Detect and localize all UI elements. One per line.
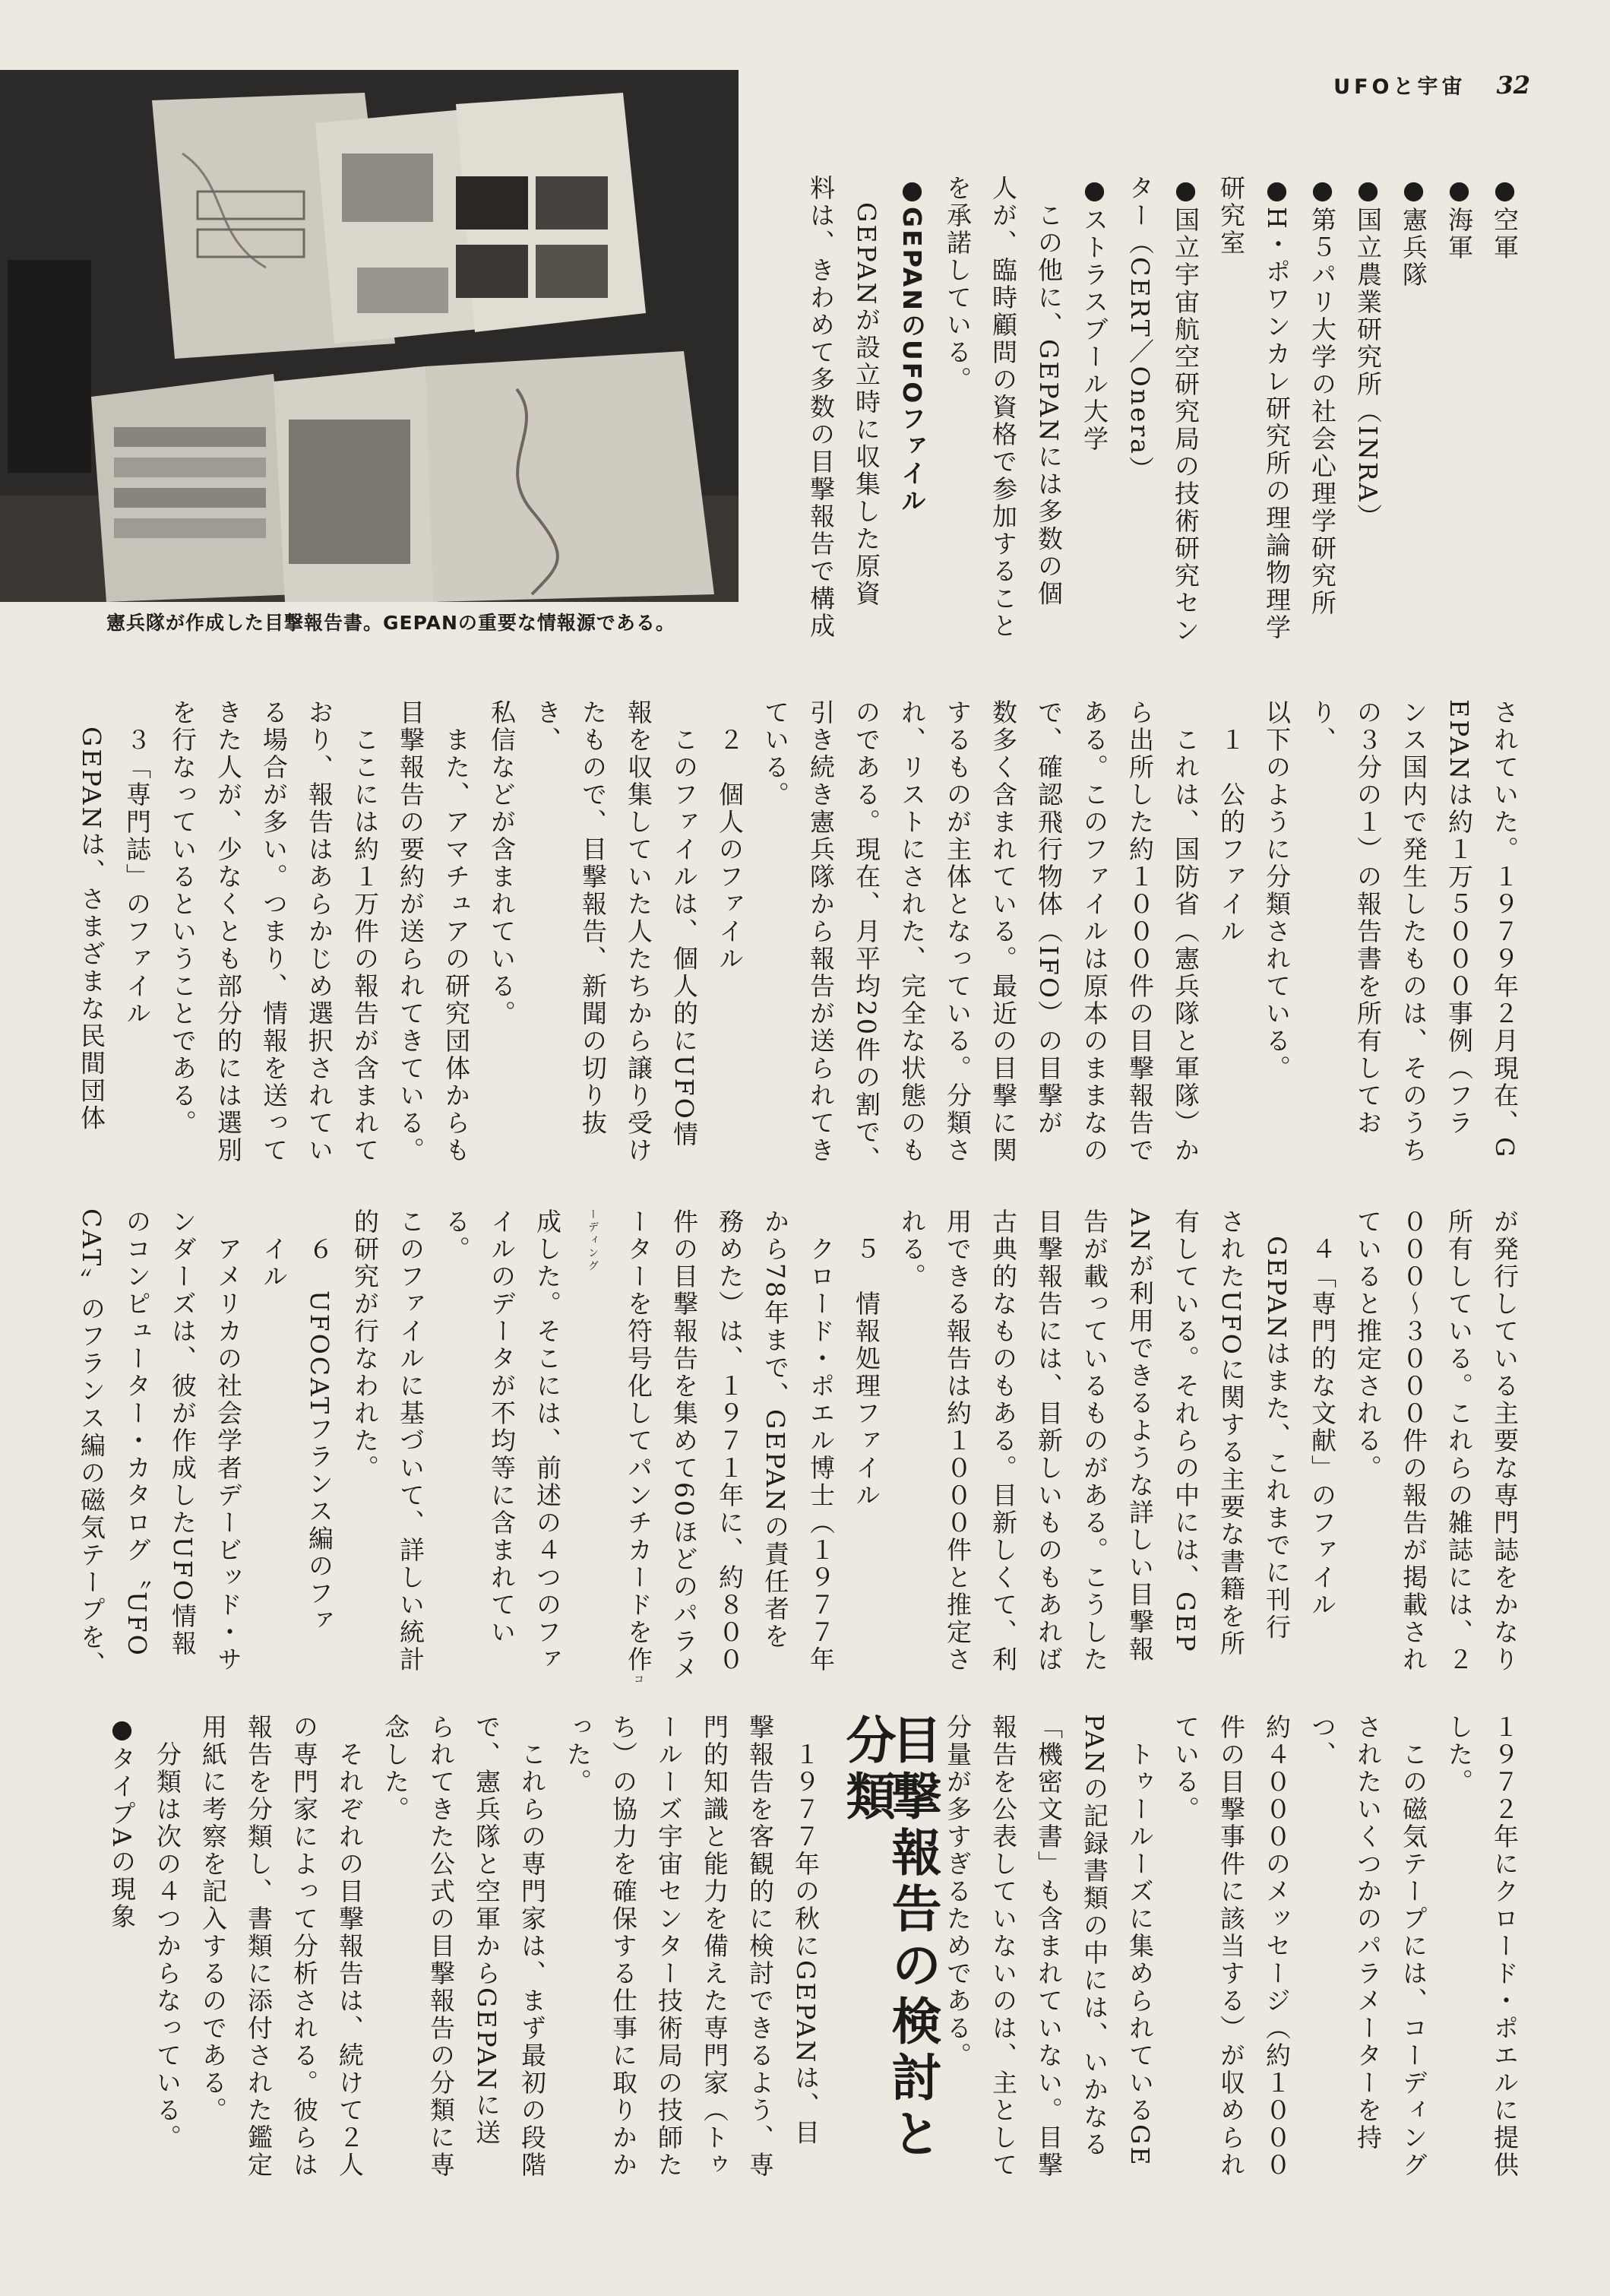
text-line: を行なっているということである。 — [168, 699, 198, 1137]
text-line: されていた。１９７９年２月現在、G — [1490, 699, 1520, 1160]
text-line: した。 — [1444, 1714, 1474, 1796]
text-line: ●H・ポワンカレ研究所の理論物理学 — [1262, 175, 1292, 641]
text-line: ●国立農業研究所（INRA） — [1353, 175, 1383, 531]
text-line: 報を収集していた人たちから譲り受け — [624, 699, 653, 1164]
text-line: 所有している。これらの雑誌には、２ — [1444, 1208, 1474, 1674]
text-line: 有している。それらの中には、GEP — [1171, 1208, 1200, 1654]
text-line: これは、国防省（憲兵隊と軍隊）か — [1171, 699, 1200, 1164]
text-line: アメリカの社会学者デービッド・サ — [214, 1208, 243, 1674]
text-line: するものが主体となっている。分類さ — [943, 699, 973, 1164]
text-line: CAT〟のフランス編の磁気テープを、 — [77, 1208, 106, 1679]
text-line: 告が載っているものがある。こうした — [1080, 1208, 1109, 1674]
text-line: ６ UFOCATフランス編のファ — [305, 1208, 334, 1636]
text-line: ている。 — [761, 699, 790, 809]
text-line: る場合が多い。つまり、情報を送って — [259, 699, 289, 1164]
page-header — [1333, 70, 1530, 100]
photo-reports — [0, 70, 739, 602]
text-line: イルのデータが不均等に含まれている。 — [441, 1208, 517, 1646]
text-line-with-ruby — [570, 1208, 661, 1695]
text-line: 用できる報告は約１０００件と推定さ — [943, 1208, 973, 1674]
text-line: 数多く含まれている。最近の目撃に関 — [988, 699, 1018, 1164]
text-line: 約４０００のメッセージ（約１０００ — [1262, 1714, 1292, 2179]
text-band-1 — [752, 175, 1527, 661]
text-line: これらの専門家は、まず最初の段階 — [517, 1714, 547, 2179]
text-line: 以下のように分類されている。 — [1262, 699, 1292, 1082]
text-line: を承諾している。 — [943, 175, 973, 394]
text-line: れる。 — [897, 1208, 927, 1291]
text-line: ●憲兵隊 — [1399, 175, 1428, 289]
text-line: れ、リストにされた、完全な状態のも — [897, 699, 927, 1164]
text-line: イル — [259, 1208, 289, 1291]
text-line: 目撃報告の要約が送られてきている。 — [396, 699, 425, 1164]
text-line: おり、報告はあらかじめ選択されてい — [305, 699, 334, 1164]
text-line: のである。現在、月平均20件の割で、 — [852, 699, 881, 1173]
ruby-annotation: コーディング — [587, 1208, 644, 1686]
text-line: 撃報告を客観的に検討できるよう、専 — [745, 1714, 775, 2179]
text-line: このファイルに基づいて、詳しい統計 — [396, 1208, 425, 1674]
text-line: ンダーズは、彼が作成したUFO情報 — [168, 1208, 198, 1658]
text-line: PANの記録書類の中には、いかなる — [1080, 1714, 1109, 2158]
text-line: ある。このファイルは原本のままなの — [1080, 699, 1109, 1164]
text-line: ●海軍 — [1444, 175, 1474, 261]
ruby-line-text: ーターを符号化してパンチカードを作 — [624, 1208, 653, 1674]
text-line: 古典的なものもある。目新しくて、利 — [988, 1208, 1018, 1674]
text-line: 報告を公表していないのは、主として — [988, 1714, 1018, 2179]
text-line: EPANは約１万５０００事例（フラ — [1444, 699, 1474, 1137]
text-line: 用紙に考察を記入するのである。 — [198, 1714, 228, 2124]
text-line: ３「専門誌」のファイル — [122, 699, 152, 1028]
text-line: たもので、目撃報告、新聞の切り抜き、 — [533, 699, 608, 1137]
text-line: ●第５パリ大学の社会心理学研究所 — [1308, 175, 1337, 617]
text-line: から78年まで、GEPANの責任者を — [761, 1208, 790, 1651]
text-line: ●タイプAの現象 — [107, 1714, 137, 1930]
text-line: で、確認飛行物体（IFO）の目撃が — [1034, 699, 1064, 1137]
section-title: 目撃報告の検討と分類 — [837, 1714, 941, 2164]
text-line: 目撃報告には、目新しいものもあれば — [1034, 1208, 1064, 1674]
text-band-2 — [77, 699, 1527, 1186]
text-line: ２ 個人のファイル — [715, 699, 745, 973]
running-title: UFOと宇宙 — [1333, 75, 1466, 99]
text-line: きた人が、少なくとも部分的には選別 — [214, 699, 243, 1164]
text-line: の専門家によって分析される。彼らは — [289, 1714, 319, 2179]
text-line: 成した。そこには、前述の４つのファ — [533, 1208, 562, 1674]
text-line: 私信などが含まれている。 — [487, 699, 517, 1028]
text-line: のコンピューター・カタログ〝UFO — [122, 1208, 152, 1658]
text-line: 研究室 — [1216, 175, 1246, 257]
text-line: トゥールーズに集められているGE — [1125, 1714, 1155, 2168]
text-line: られてきた公式の目撃報告の分類に専 — [426, 1714, 456, 2179]
text-line: った。 — [563, 1714, 593, 1796]
text-band-3 — [77, 1208, 1527, 1695]
page-number: 32 — [1496, 71, 1530, 100]
text-line: １ 公的ファイル — [1216, 699, 1246, 945]
text-line: 念した。 — [381, 1714, 410, 1823]
text-line: ここには約１万件の報告が含まれて — [350, 699, 380, 1164]
text-line: １９７７年の秋にGEPANは、目 — [791, 1714, 821, 2147]
text-line: 的研究が行なわれた。 — [350, 1208, 380, 1482]
text-line: で、憲兵隊と空軍からGEPANに送 — [472, 1714, 501, 2147]
text-line: が発行している主要な専門誌をかなり — [1490, 1208, 1520, 1674]
text-line: 引き続き憲兵隊から報告が送られてき — [806, 699, 836, 1164]
text-line: １９７２年にクロード・ポエルに提供 — [1490, 1714, 1520, 2179]
text-line: 報告を分類し、書類に添付された鑑定 — [244, 1714, 274, 2179]
text-line: ールーズ宇宙センター技術局の技師た — [654, 1714, 684, 2179]
text-line: このファイルは、個人的にUFO情 — [669, 699, 699, 1148]
text-line: ５ 情報処理ファイル — [852, 1208, 881, 1509]
text-line: この磁気テープには、コーディング — [1399, 1714, 1428, 2179]
text-line: されたいくつかのパラメーターを持つ、 — [1308, 1714, 1383, 2152]
text-line: ANが利用できるような詳しい目撃報 — [1125, 1208, 1155, 1664]
text-line: 務めた）は、１９７１年に、約８００ — [715, 1208, 745, 1674]
text-line: 人が、臨時顧問の資格で参加すること — [988, 175, 1018, 640]
text-line: ら出所した約１０００件の目撃報告で — [1125, 699, 1155, 1164]
text-line: GEPANが設立時に収集した原資 — [852, 175, 881, 608]
text-line: の３分の１）の報告書を所有しており、 — [1308, 699, 1383, 1137]
text-line: クロード・ポエル博士（１９７７年 — [806, 1208, 836, 1674]
text-line: ４「専門的な文献」のファイル — [1308, 1208, 1337, 1619]
text-line: 分類は次の４つからなっている。 — [153, 1714, 182, 2152]
subheading-ufo-files: ●GEPANのUFOファイル — [897, 175, 927, 515]
text-line: 門的知識と能力を備えた専門家（トゥ — [700, 1714, 729, 2179]
text-line: ター（CERT／Onera） — [1125, 175, 1155, 483]
text-line: ていると推定される。 — [1353, 1208, 1383, 1482]
text-line: 件の目撃事件に該当する）が収められ — [1216, 1714, 1246, 2179]
text-line: ンス国内で発生したものは、そのうち — [1399, 699, 1428, 1164]
text-line: ている。 — [1171, 1714, 1200, 1823]
photo-caption: 憲兵隊が作成した目撃報告書。GEPANの重要な情報源である。 — [106, 612, 675, 634]
text-line: GEPANは、さまざまな民間団体 — [77, 699, 106, 1132]
text-line: 件の目撃報告を集めて60ほどのパラメ — [669, 1208, 699, 1683]
text-line: ●国立宇宙航空研究局の技術研究セン — [1171, 175, 1200, 644]
text-line: GEPANはまた、これまでに刊行 — [1262, 1208, 1292, 1642]
text-line: ち）の協力を確保する仕事に取りかか — [609, 1714, 638, 2179]
text-band-4 — [107, 1714, 1527, 2200]
text-line: 料は、きわめて多数の目撃報告で構成 — [806, 175, 836, 640]
text-line: ●空軍 — [1490, 175, 1520, 261]
text-line: 分量が多すぎるためである。 — [943, 1714, 973, 2070]
text-line: 「機密文書」も含まれていない。目撃 — [1034, 1714, 1064, 2179]
text-line: また、アマチュアの研究団体からも — [441, 699, 471, 1164]
text-line: ０００〜３０００件の報告が掲載され — [1399, 1208, 1428, 1674]
photo-illustration — [0, 70, 739, 602]
text-line: ●ストラスブール大学 — [1080, 175, 1109, 453]
text-line: それぞれの目撃報告は、続けて２人 — [335, 1714, 365, 2179]
text-line: この他に、GEPANには多数の個 — [1034, 175, 1064, 608]
text-line: されたUFOに関する主要な書籍を所 — [1216, 1208, 1246, 1658]
